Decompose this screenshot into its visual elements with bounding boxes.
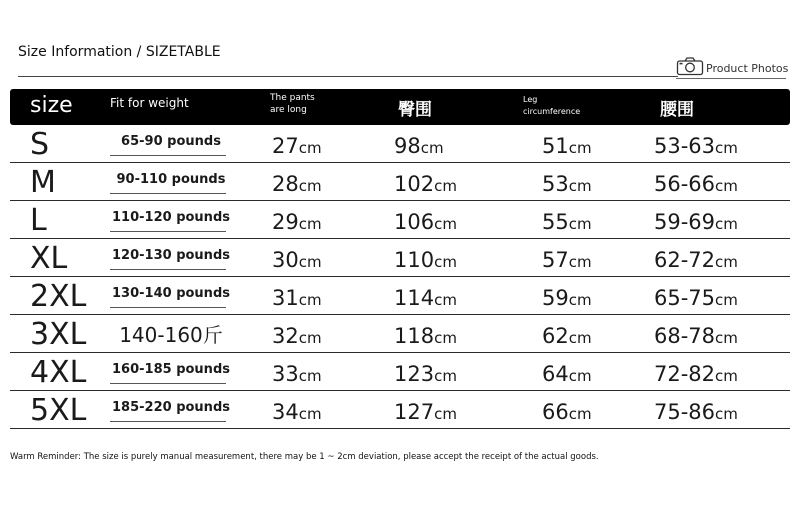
camera-icon xyxy=(676,56,704,76)
unit-label: cm xyxy=(434,405,457,423)
hip-value: 106 xyxy=(394,210,435,234)
waist-cell xyxy=(654,315,738,353)
size-cell: XL xyxy=(30,241,68,276)
fit-value: 65-90 pounds xyxy=(121,134,221,149)
photos-divider xyxy=(676,78,786,79)
unit-label: cm xyxy=(568,367,592,385)
unit-label: cm xyxy=(715,139,738,157)
fit-cell xyxy=(106,125,236,163)
fit-cell xyxy=(106,391,236,429)
unit-label: cm xyxy=(298,215,322,233)
unit-label: cm xyxy=(568,291,592,309)
unit-label: cm xyxy=(298,291,322,309)
fit-value: 130-140 pounds xyxy=(112,286,230,301)
hip-value: 102 xyxy=(394,172,435,196)
hip-value: 123 xyxy=(394,362,435,386)
pants-cell xyxy=(272,315,322,353)
table-row xyxy=(10,163,790,201)
leg-value: 64 xyxy=(542,362,569,386)
waist-cell xyxy=(654,391,738,429)
hip-cell xyxy=(394,125,444,163)
table-row xyxy=(10,201,790,239)
size-cell: 2XL xyxy=(30,279,87,314)
header-pants-line2: are long xyxy=(270,105,307,115)
unit-label: cm xyxy=(715,329,738,347)
waist-value: 56-66 xyxy=(654,172,716,196)
fit-value: 120-130 pounds xyxy=(112,248,230,263)
pants-value: 32 xyxy=(272,324,299,348)
page-title: Size Information / SIZETABLE xyxy=(18,44,221,60)
hip-value: 127 xyxy=(394,400,435,424)
unit-label: cm xyxy=(434,215,457,233)
fit-underline xyxy=(110,269,226,270)
leg-value: 51 xyxy=(542,134,569,158)
leg-cell xyxy=(542,391,592,429)
unit-label: cm xyxy=(298,177,322,195)
fit-underline xyxy=(110,307,226,308)
unit-label: cm xyxy=(298,405,322,423)
table-row xyxy=(10,315,790,353)
unit-label: cm xyxy=(434,367,457,385)
product-photos-link[interactable] xyxy=(676,56,788,76)
pants-value: 28 xyxy=(272,172,299,196)
header-waist: 腰围 xyxy=(660,100,694,120)
pants-cell xyxy=(272,277,322,315)
unit-label: cm xyxy=(298,329,322,347)
size-cell: 3XL xyxy=(30,317,87,352)
unit-label: cm xyxy=(715,215,738,233)
warm-reminder: Warm Reminder: The size is purely manual measurement, there may be 1 ~ 2cm deviation, please accept the receipt of the actual goods. xyxy=(10,452,599,462)
hip-value: 98 xyxy=(394,134,421,158)
unit-label: cm xyxy=(715,405,738,423)
waist-value: 53-63 xyxy=(654,134,716,158)
leg-cell xyxy=(542,277,592,315)
waist-value: 62-72 xyxy=(654,248,716,272)
leg-cell xyxy=(542,201,592,239)
hip-value: 114 xyxy=(394,286,435,310)
unit-label: cm xyxy=(568,215,592,233)
leg-cell xyxy=(542,163,592,201)
size-cell: 4XL xyxy=(30,355,87,390)
fit-underline xyxy=(110,231,226,232)
header-leg-line2: circumference xyxy=(523,107,581,116)
hip-cell xyxy=(394,201,457,239)
product-photos-label: Product Photos xyxy=(706,62,789,75)
table-row xyxy=(10,125,790,163)
pants-cell xyxy=(272,163,322,201)
leg-cell xyxy=(542,353,592,391)
pants-value: 34 xyxy=(272,400,299,424)
waist-value: 65-75 xyxy=(654,286,716,310)
size-cell: M xyxy=(30,165,56,200)
table-row xyxy=(10,391,790,429)
fit-cell xyxy=(106,239,236,277)
table-row xyxy=(10,239,790,277)
header-hip: 臀围 xyxy=(398,100,432,120)
fit-cell xyxy=(106,163,236,201)
unit-label: cm xyxy=(434,291,457,309)
unit-label: cm xyxy=(715,253,738,271)
size-cell: S xyxy=(30,127,50,162)
hip-cell xyxy=(394,163,457,201)
size-cell: 5XL xyxy=(30,393,87,428)
leg-value: 57 xyxy=(542,248,569,272)
header-pants-length xyxy=(270,92,330,128)
pants-value: 29 xyxy=(272,210,299,234)
hip-cell xyxy=(394,277,457,315)
hip-value: 118 xyxy=(394,324,435,348)
waist-cell xyxy=(654,353,738,391)
fit-underline xyxy=(110,155,226,156)
leg-value: 66 xyxy=(542,400,569,424)
fit-value: 140-160斤 xyxy=(119,323,223,347)
unit-label: cm xyxy=(434,253,457,271)
unit-label: cm xyxy=(715,291,738,309)
unit-label: cm xyxy=(298,139,322,157)
unit-label: cm xyxy=(298,367,322,385)
header-size: size xyxy=(30,93,73,118)
hip-cell xyxy=(394,391,457,429)
pants-cell xyxy=(272,125,322,163)
pants-cell xyxy=(272,391,322,429)
pants-cell xyxy=(272,201,322,239)
fit-cell xyxy=(106,201,236,239)
pants-cell xyxy=(272,353,322,391)
leg-value: 53 xyxy=(542,172,569,196)
fit-underline xyxy=(110,421,226,422)
header-pants-line1: The pants xyxy=(270,93,315,103)
unit-label: cm xyxy=(568,177,592,195)
size-cell: L xyxy=(30,203,47,238)
unit-label: cm xyxy=(420,139,444,157)
header-fit-weight: Fit for weight xyxy=(110,96,189,110)
fit-cell xyxy=(106,353,236,391)
pants-value: 27 xyxy=(272,134,299,158)
unit-label: cm xyxy=(715,177,738,195)
title-divider xyxy=(18,76,678,77)
waist-value: 72-82 xyxy=(654,362,716,386)
leg-cell xyxy=(542,239,592,277)
pants-value: 31 xyxy=(272,286,299,310)
leg-value: 62 xyxy=(542,324,569,348)
pants-value: 33 xyxy=(272,362,299,386)
fit-underline xyxy=(110,383,226,384)
unit-label: cm xyxy=(298,253,322,271)
unit-label: cm xyxy=(715,367,738,385)
unit-label: cm xyxy=(568,139,592,157)
pants-value: 30 xyxy=(272,248,299,272)
unit-label: cm xyxy=(434,329,457,347)
size-table-body xyxy=(10,125,790,429)
fit-value: 185-220 pounds xyxy=(112,400,230,415)
unit-label: cm xyxy=(568,329,592,347)
hip-cell xyxy=(394,353,457,391)
leg-value: 59 xyxy=(542,286,569,310)
leg-value: 55 xyxy=(542,210,569,234)
waist-value: 59-69 xyxy=(654,210,716,234)
waist-cell xyxy=(654,239,738,277)
leg-cell xyxy=(542,315,592,353)
fit-value: 90-110 pounds xyxy=(116,172,226,187)
fit-value: 110-120 pounds xyxy=(112,210,230,225)
hip-cell xyxy=(394,239,457,277)
pants-cell xyxy=(272,239,322,277)
unit-label: cm xyxy=(434,177,457,195)
table-header xyxy=(10,89,790,125)
waist-cell xyxy=(654,201,738,239)
fit-underline xyxy=(110,193,226,194)
unit-label: cm xyxy=(568,253,592,271)
waist-cell xyxy=(654,163,738,201)
hip-cell xyxy=(394,315,457,353)
hip-value: 110 xyxy=(394,248,435,272)
leg-cell xyxy=(542,125,592,163)
waist-value: 68-78 xyxy=(654,324,716,348)
header-leg-line1: Leg xyxy=(523,95,538,104)
fit-cell xyxy=(106,315,236,353)
table-row xyxy=(10,353,790,391)
waist-cell xyxy=(654,125,738,163)
unit-label: cm xyxy=(568,405,592,423)
table-row xyxy=(10,277,790,315)
fit-value: 160-185 pounds xyxy=(112,362,230,377)
waist-cell xyxy=(654,277,738,315)
fit-cell xyxy=(106,277,236,315)
waist-value: 75-86 xyxy=(654,400,716,424)
